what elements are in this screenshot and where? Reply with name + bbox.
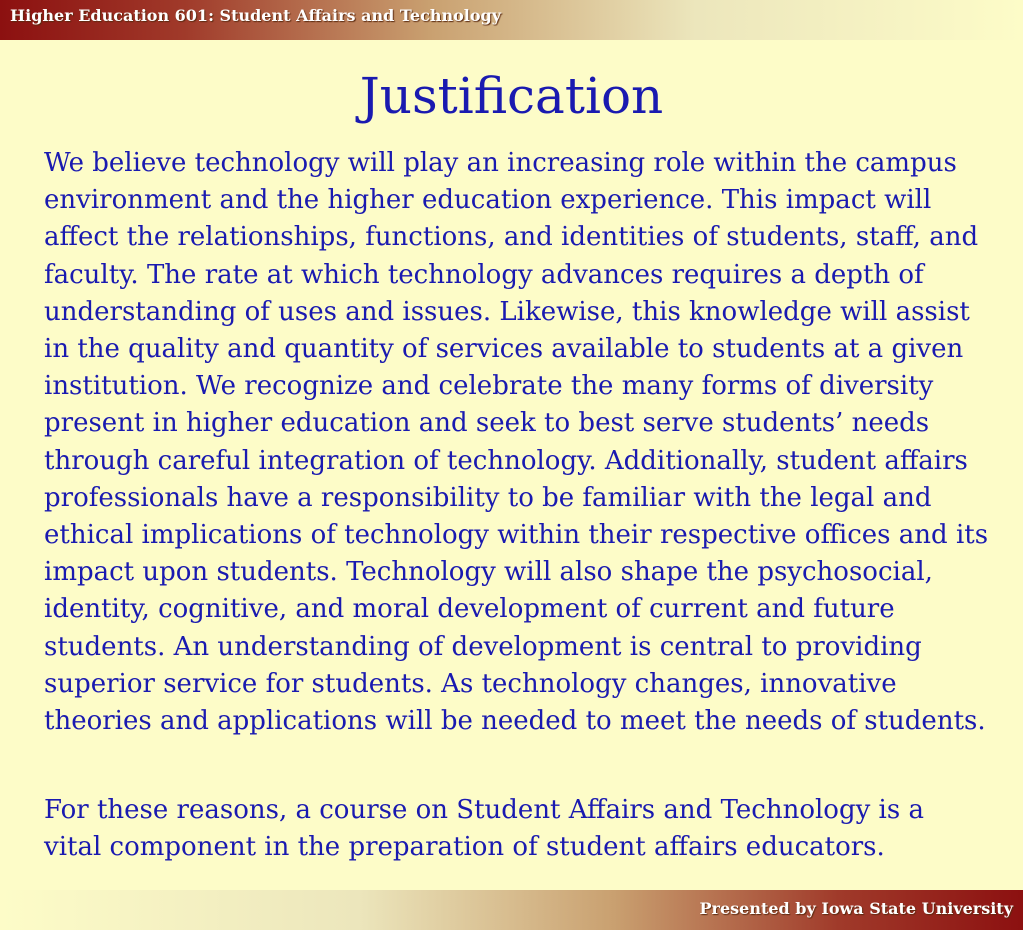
paragraph-line: through careful integration of technology. Additionally, student affairs (44, 445, 968, 476)
paragraph-line: affect the relationships, functions, and identities of students, staff, and (44, 222, 979, 253)
paragraph-line: identity, cognitive, and moral development of current and future (44, 594, 895, 625)
course-title: Higher Education 601: Student Affairs and Technology (10, 6, 501, 25)
paragraph-line: ethical implications of technology within their respective offices and its (44, 520, 989, 551)
paragraph-line: vital component in the preparation of student affairs educators. (44, 832, 885, 863)
paragraph-line: in the quality and quantity of services available to students at a given (44, 334, 964, 365)
paragraph-line: students. An understanding of development is central to providing (44, 631, 922, 662)
slide-title: Justification (359, 67, 664, 125)
paragraph-line: present in higher education and seek to best serve students’ needs (44, 408, 930, 439)
paragraph-line: superior service for students. As technology changes, innovative (44, 668, 897, 699)
footer-bar (0, 890, 1023, 930)
paragraph-line: faculty. The rate at which technology advances requires a depth of (44, 259, 924, 290)
paragraph-line: We believe technology will play an increasing role within the campus (44, 148, 957, 178)
paragraph-line: theories and applications will be needed to meet the needs of students. (44, 706, 986, 737)
paragraph-line: understanding of uses and issues. Likewise, this knowledge will assist (44, 296, 970, 327)
paragraph-line: For these reasons, a course on Student Affairs and Technology is a (44, 795, 924, 825)
paragraph-line: impact upon students. Technology will also shape the psychosocial, (44, 557, 933, 588)
header-bar (0, 0, 1023, 40)
paragraph-line: institution. We recognize and celebrate the many forms of diversity (44, 371, 934, 402)
paragraph-line: environment and the higher education experience. This impact will (44, 185, 932, 216)
conclusion-paragraph (44, 792, 1016, 866)
justification-paragraph (44, 145, 1016, 740)
paragraph-line: professionals have a responsibility to be familiar with the legal and (44, 482, 932, 513)
presenter-credit: Presented by Iowa State University (699, 899, 1013, 918)
